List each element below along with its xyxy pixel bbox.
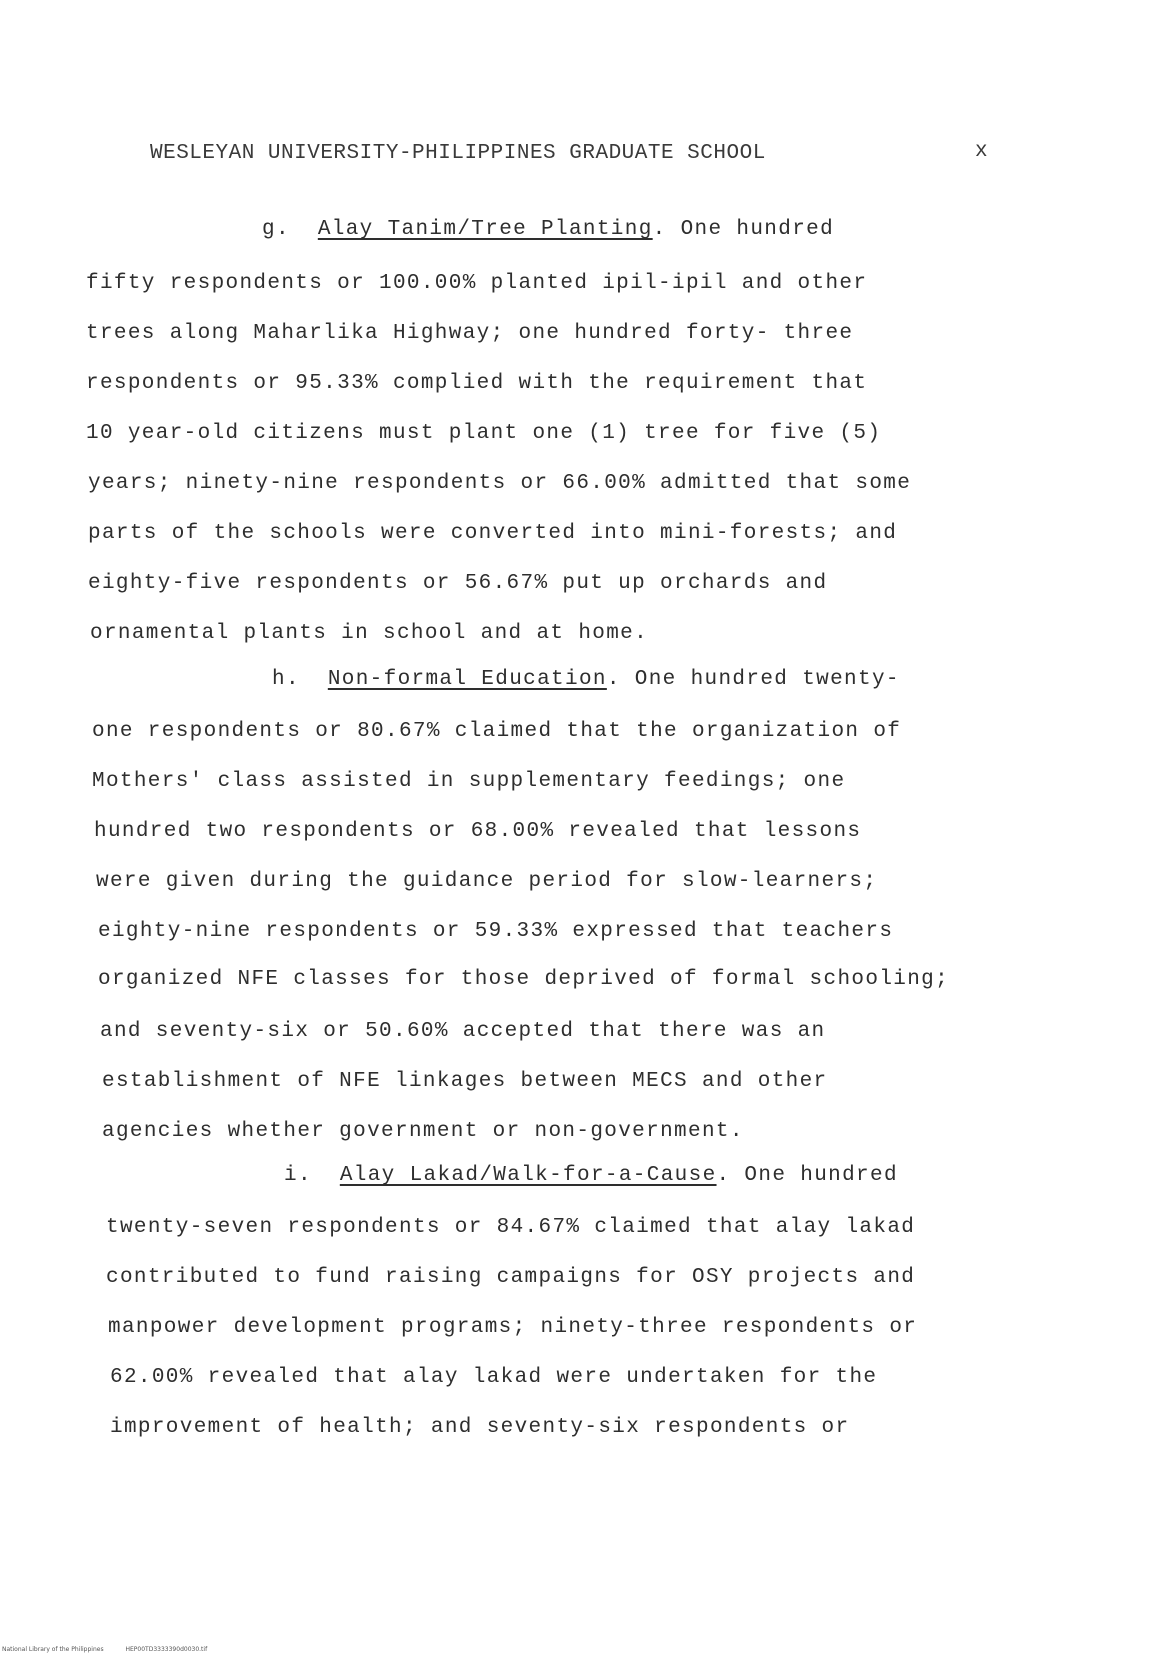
document-header: WESLEYAN UNIVERSITY-PHILIPPINES GRADUATE SCHOOL <box>150 142 766 165</box>
paragraph-line: and seventy-six or 50.60% accepted that there was an <box>100 1020 826 1043</box>
section-g-letter: g. <box>262 218 290 241</box>
paragraph-line: years; ninety-nine respondents or 66.00% admitted that some <box>88 472 912 495</box>
paragraph-line: eighty-nine respondents or 59.33% expressed that teachers <box>98 920 894 943</box>
footer-file-id: HEP00TD3333390d0030.tif <box>125 1646 208 1653</box>
page-number: x <box>975 140 988 163</box>
paragraph-line: manpower development programs; ninety-three respondents or <box>108 1316 918 1339</box>
paragraph-line: establishment of NFE linkages between MECS and other <box>102 1070 828 1093</box>
section-g-title: Alay Tanim/Tree Planting <box>317 218 653 241</box>
paragraph-line: twenty-seven respondents or 84.67% claimed that alay lakad <box>106 1216 916 1239</box>
section-h-heading <box>272 668 900 691</box>
section-h-title: Non-formal Education <box>327 668 607 691</box>
section-g-heading-rest: . One hundred <box>652 218 835 241</box>
paragraph-line: trees along Maharlika Highway; one hundred forty- three <box>86 322 854 345</box>
paragraph-line: eighty-five respondents or 56.67% put up orchards and <box>88 572 828 595</box>
scan-footer <box>2 1646 227 1653</box>
paragraph-line: hundred two respondents or 68.00% revealed that lessons <box>94 820 862 843</box>
section-g-heading <box>262 218 834 241</box>
paragraph-line: organized NFE classes for those deprived of formal schooling; <box>98 968 950 991</box>
paragraph-line: fifty respondents or 100.00% planted ipil-ipil and other <box>86 272 868 295</box>
section-h-heading-rest: . One hundred twenty- <box>606 668 900 691</box>
paragraph-line: contributed to fund raising campaigns for OSY projects and <box>106 1266 916 1289</box>
paragraph-line: one respondents or 80.67% claimed that the organization of <box>92 720 902 743</box>
paragraph-line: parts of the schools were converted into mini-forests; and <box>88 522 898 545</box>
section-i-title: Alay Lakad/Walk-for-a-Cause <box>339 1164 717 1187</box>
section-i-letter: i. <box>284 1164 312 1187</box>
paragraph-line: 62.00% revealed that alay lakad were undertaken for the <box>110 1366 878 1389</box>
section-i-heading <box>284 1164 898 1187</box>
paragraph-line: agencies whether government or non-government. <box>102 1120 744 1143</box>
paragraph-line: respondents or 95.33% complied with the requirement that <box>86 372 868 395</box>
footer-library: National Library of the Philippines <box>2 1646 104 1653</box>
paragraph-line: improvement of health; and seventy-six respondents or <box>110 1416 850 1439</box>
paragraph-line: Mothers' class assisted in supplementary feedings; one <box>92 770 846 793</box>
paragraph-line: ornamental plants in school and at home. <box>90 622 649 645</box>
paragraph-line: 10 year-old citizens must plant one (1) tree for five (5) <box>86 422 882 445</box>
section-i-heading-rest: . One hundred <box>716 1164 898 1187</box>
paragraph-line: were given during the guidance period for slow-learners; <box>96 870 878 893</box>
section-h-letter: h. <box>272 668 300 691</box>
